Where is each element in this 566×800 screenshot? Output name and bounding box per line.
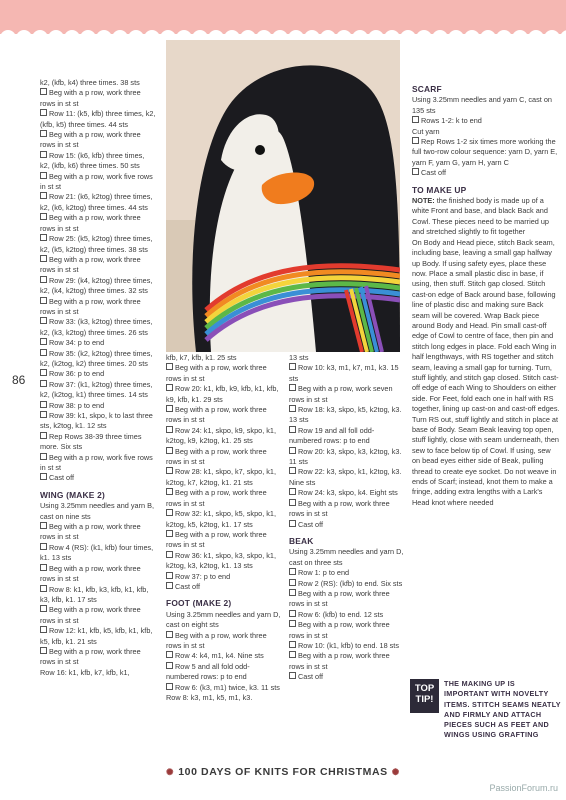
pattern-text: Beg with a p row, work three rows in st st (289, 498, 390, 519)
checkbox-icon (289, 405, 296, 412)
top-tip-text: THE MAKING UP IS IMPORTANT WITH NOVELTY ITEMS. STITCH SEAMS NEATLY AND FIRMLY AND ATTACH PIECES SUCH AS FEET AND WINGS USING GRAFTING (444, 679, 561, 740)
section-heading (412, 185, 560, 195)
pattern-text: Beg with a p row, work three rows in st st (40, 254, 141, 275)
checkbox-icon (40, 349, 47, 356)
pattern-text: SCARF (412, 84, 442, 94)
pattern-text: Beg with a p row, work three rows in st st (40, 522, 141, 542)
pattern-line (40, 130, 156, 151)
pattern-text: Row 36: p to end (49, 369, 105, 379)
pattern-line (166, 662, 282, 683)
footer-title: 100 DAYS OF KNITS FOR CHRISTMAS (178, 766, 388, 778)
pattern-text: Row 11: (k5, kfb) three times, k2, (kfb, k5) three times. 44 sts (40, 109, 156, 129)
pattern-line (289, 579, 405, 589)
pattern-line (289, 610, 405, 620)
pattern-text: Cast off (298, 672, 324, 682)
checkbox-icon (166, 405, 173, 412)
pattern-line (289, 384, 405, 405)
checkbox-icon (40, 605, 47, 612)
pattern-text: Cast off (175, 581, 201, 591)
pattern-line (40, 78, 156, 88)
pattern-line (166, 530, 282, 551)
checkbox-icon (166, 426, 173, 433)
pattern-text: Beg with a p row, work three rows in st st (40, 646, 141, 667)
checkbox-icon (289, 363, 296, 370)
checkbox-icon (40, 401, 47, 408)
checkbox-icon (289, 520, 296, 527)
pattern-text: Row 29: (k4, k2tog) three times, k2, (k4, k2tog) three times. 32 sts (40, 275, 153, 296)
checkbox-icon (40, 380, 47, 387)
pattern-text: Beg with a p row, work three rows in st st (166, 405, 267, 425)
checkbox-icon (40, 317, 47, 324)
page-number: 86 (12, 373, 26, 387)
pattern-column-3 (289, 353, 405, 683)
checkbox-icon (40, 255, 47, 262)
pattern-text: FOOT (MAKE 2) (166, 598, 232, 609)
pattern-line (166, 582, 282, 592)
pattern-text: Row 20: k3, skpo, k3, k2tog, k3. 11 sts (289, 446, 402, 467)
checkbox-icon (166, 662, 173, 669)
section-heading (166, 598, 282, 608)
pattern-line (166, 572, 282, 582)
checkbox-icon (166, 447, 173, 454)
pattern-line (40, 109, 156, 130)
pattern-text: Rep Rows 38-39 three times more. Six sts (40, 431, 142, 452)
checkbox-icon (412, 168, 419, 175)
watermark: PassionForum.ru (489, 783, 558, 793)
checkbox-icon (289, 384, 296, 391)
pattern-line (412, 238, 560, 509)
pattern-line (40, 605, 156, 626)
checkbox-icon (40, 234, 47, 241)
checkbox-icon (40, 297, 47, 304)
pattern-text: Row 15: (k6, kfb) three times, k2, (kfb, k6) three times. 50 sts (40, 150, 145, 171)
checkbox-icon (289, 447, 296, 454)
checkbox-icon (40, 522, 47, 529)
pattern-line (166, 405, 282, 426)
pattern-line (40, 192, 156, 213)
checkbox-icon (289, 467, 296, 474)
pattern-text: Beg with a p row, work three rows in st st (166, 446, 267, 467)
pattern-line (40, 317, 156, 338)
pattern-text: Beg with a p row, work three rows in st st (40, 563, 141, 584)
pattern-line (40, 585, 156, 606)
pattern-text: k2, (kfb, k4) three times. 38 sts (40, 78, 140, 87)
checkbox-icon (40, 453, 47, 460)
pattern-line (412, 168, 560, 178)
pattern-text: Beg with a p row, work five rows in st st (40, 452, 153, 473)
pattern-line (412, 196, 560, 238)
pattern-text: BEAK (289, 535, 314, 546)
checkbox-icon (289, 610, 296, 617)
pattern-text: Rep Rows 1-2 six times more working the full two-row colour sequence: yarn D, yarn E, yarn F, yarn G, yarn H, yarn C (412, 137, 558, 167)
pattern-line (289, 426, 405, 447)
pattern-line (40, 473, 156, 483)
checkbox-icon (166, 582, 173, 589)
checkbox-icon (289, 641, 296, 648)
pattern-text: Row 8: k3, m1, k5, m1, k3. (166, 693, 253, 702)
pattern-text: Row 20: k1, kfb, k9, kfb, k1, kfb, k9, kfb, k1. 29 sts (166, 384, 279, 404)
pattern-line (412, 137, 560, 168)
footer (0, 766, 566, 778)
pattern-line (40, 297, 156, 318)
pattern-line (166, 509, 282, 530)
pattern-line (289, 467, 405, 488)
section-heading (412, 84, 560, 94)
checkbox-icon (40, 369, 47, 376)
pattern-line (40, 543, 156, 564)
pattern-text: Row 4 (RS): (k1, kfb) four times, k1. 13 sts (40, 542, 154, 563)
checkbox-icon (40, 432, 47, 439)
pattern-line (40, 522, 156, 543)
pattern-text: Rows 1-2: k to end (421, 116, 482, 126)
pattern-text: On Body and Head piece, stitch Back seam, including base, leaving a small gap halfway up Body. If using safety eyes, place these now. Place a small plastic disc in base, if using, then stuff. Stitch gap closed. Stitch cast-on edge of Back around base, following line of plastic disc and making sure Back seam will be covered. Wrap Back piece around Body and Head. Pin small cast-off edge of Cowl to centre of face, then pin and stitch long edges in place. Fold each Wing in half lengthways, with RS together and stitch seam, leaving a small gap for turning. Turn, stuff lightly, and stitch gap closed. Stitch cast-off edge of each Wing to Shoulders on either side. For Feet, fold each one in half with RS together, lining up cast-on and cast-off edges. Turn RS out, stuff lightly and stitch in place at base of Body. Seam Beak leaving top open, stuff lightly, close with seam underneath, then sew to face below tip of Cowl. If using, sew on bead eyes either side of Beak, pulling thread to create eye socket. Do not weave in ends of Scarf; instead, knot them to make a fringe, adding extra lengths with a Lark's Head knot where needed (412, 237, 560, 507)
pattern-text: Using 3.25mm needles and yarn D, cast on eight sts (166, 609, 281, 630)
checkbox-icon (40, 88, 47, 95)
checkbox-icon (289, 488, 296, 495)
pattern-line (166, 384, 282, 405)
pattern-text: NOTE: the finished body is made up of a white Front and base, and black Back and Cowl. These pieces need to be married up and stretched slightly to fit together (412, 196, 549, 237)
checkbox-icon (289, 579, 296, 586)
tip-badge-line2: TIP! (415, 694, 434, 705)
pattern-text: Beg with a p row, work three rows in st st (40, 88, 141, 108)
pattern-line (289, 499, 405, 520)
checkbox-icon (166, 384, 173, 391)
checkbox-icon (289, 620, 296, 627)
section-heading (289, 536, 405, 546)
snowflake-icon: ✺ (391, 767, 400, 777)
checkbox-icon (289, 499, 296, 506)
pattern-line (289, 547, 405, 568)
pattern-line (40, 172, 156, 193)
pattern-text: Row 32: k1, skpo, k5, skpo, k1, k2tog, k5, k2tog, k1. 17 sts (166, 509, 276, 529)
checkbox-icon (166, 467, 173, 474)
checkbox-icon (40, 585, 47, 592)
pattern-line (166, 488, 282, 509)
pattern-text: Row 25: (k5, k2tog) three times, k2, (k5, k2tog) three times. 38 sts (40, 234, 153, 254)
pattern-text: Row 16: k1, kfb, k7, kfb, k1, (40, 667, 130, 677)
pattern-line (289, 672, 405, 682)
checkbox-icon (40, 543, 47, 550)
pattern-text: Using 3.25mm needles and yarn D, cast on three sts (289, 547, 404, 567)
pattern-text: Using 3.25mm needles and yarn B, cast on nine sts (40, 501, 154, 521)
pattern-text: WING (MAKE 2) (40, 489, 105, 500)
pattern-text: Row 34: p to end (49, 338, 105, 348)
pattern-text: Row 6: (k3, m1) twice, k3. 11 sts (175, 682, 280, 692)
checkbox-icon (166, 509, 173, 516)
pattern-text: Beg with a p row, work three rows in st st (166, 363, 267, 383)
checkbox-icon (40, 276, 47, 283)
checkbox-icon (166, 551, 173, 558)
checkbox-icon (289, 651, 296, 658)
pattern-text: Beg with a p row, work three rows in st st (40, 296, 141, 316)
pattern-line (40, 411, 156, 432)
pattern-line (289, 363, 405, 384)
penguin-photo (166, 40, 400, 352)
checkbox-icon (166, 683, 173, 690)
checkbox-icon (40, 411, 47, 418)
checkbox-icon (289, 672, 296, 679)
checkbox-icon (166, 651, 173, 658)
checkbox-icon (40, 192, 47, 199)
checkbox-icon (166, 572, 173, 579)
pattern-text: kfb, k7, kfb, k1. 25 sts (166, 353, 237, 362)
pattern-line (412, 116, 560, 126)
pattern-line (289, 447, 405, 468)
pattern-text: Beg with a p row, work three rows in st st (40, 605, 141, 625)
checkbox-icon (40, 213, 47, 220)
pattern-text: Beg with a p row, work three rows in st st (166, 488, 267, 508)
checkbox-icon (40, 647, 47, 654)
pattern-line (289, 568, 405, 578)
pattern-text: Beg with a p row, work three rows in st st (289, 620, 390, 640)
note-label: NOTE: (412, 196, 435, 206)
pattern-line (40, 369, 156, 379)
pattern-line (40, 338, 156, 348)
checkbox-icon (40, 473, 47, 480)
pattern-line (166, 353, 282, 363)
pattern-text: Row 5 and all fold odd-numbered rows: p to end (166, 661, 250, 682)
pattern-text: Row 38: p to end (49, 400, 105, 410)
checkbox-icon (40, 338, 47, 345)
pattern-line (40, 380, 156, 401)
pattern-line (289, 589, 405, 610)
pattern-line (412, 127, 560, 137)
top-tip-badge (410, 679, 439, 713)
pattern-text: Row 18: k3, skpo, k5, k2tog, k3. 13 sts (289, 405, 402, 425)
pattern-text: Row 12: k1, kfb, k5, kfb, k1, kfb, k5, kfb, k1. 21 sts (40, 626, 153, 646)
pattern-text: Beg with a p row, work three rows in st st (166, 529, 267, 550)
pattern-text: Beg with a p row, work three rows in st st (166, 630, 267, 650)
pattern-line (289, 641, 405, 651)
checkbox-icon (289, 568, 296, 575)
pattern-line (166, 551, 282, 572)
checkbox-icon (412, 137, 419, 144)
pattern-line (40, 647, 156, 668)
pattern-text: Row 24: k1, skpo, k9, skpo, k1, k2tog, k9, k2tog, k1. 25 sts (166, 425, 276, 446)
pattern-text: Row 37: (k1, k2tog) three times, k2, (k2tog, k1) three times. 14 sts (40, 379, 153, 400)
tip-badge-line1: TOP (414, 683, 435, 694)
pattern-text: Row 37: p to end (175, 571, 231, 581)
pattern-line (166, 651, 282, 661)
pattern-text: Beg with a p row, work three rows in st st (289, 651, 390, 671)
pattern-text: Row 1: p to end (298, 568, 350, 578)
pattern-text: Cut yarn (412, 126, 440, 136)
pattern-line (40, 501, 156, 522)
pattern-text: Beg with a p row, work three rows in st st (289, 588, 390, 609)
pattern-text: TO MAKE UP (412, 184, 467, 195)
pattern-line (40, 255, 156, 276)
pattern-text: Beg with a p row, work three rows in st st (40, 213, 141, 233)
pattern-line (166, 683, 282, 693)
checkbox-icon (166, 530, 173, 537)
pattern-line (40, 432, 156, 453)
checkbox-icon (40, 564, 47, 571)
pattern-line (40, 626, 156, 647)
pattern-text: Row 6: (kfb) to end. 12 sts (298, 609, 384, 619)
pattern-line (166, 426, 282, 447)
checkbox-icon (412, 116, 419, 123)
pattern-line (412, 95, 560, 116)
pattern-line (289, 488, 405, 498)
pattern-text: Row 8: k1, kfb, k3, kfb, k1, kfb, k3, kfb, k1. 17 sts (40, 584, 149, 604)
checkbox-icon (166, 363, 173, 370)
pattern-line (166, 610, 282, 631)
checkbox-icon (40, 151, 47, 158)
pattern-text: Cast off (298, 519, 324, 529)
checkbox-icon (166, 488, 173, 495)
pattern-text: Row 2 (RS): (kfb) to end. Six sts (298, 578, 403, 588)
pattern-column-4 (412, 78, 560, 508)
pattern-line (40, 349, 156, 370)
pattern-text: Row 21: (k6, k2tog) three times, k2, (k6, k2tog) three times. 44 sts (40, 192, 153, 212)
pattern-line (166, 363, 282, 384)
pattern-line (40, 276, 156, 297)
pattern-line (166, 631, 282, 652)
pattern-line (166, 467, 282, 488)
pattern-column-2 (166, 353, 282, 703)
pattern-line (289, 353, 405, 363)
checkbox-icon (40, 172, 47, 179)
pattern-line (40, 88, 156, 109)
pattern-line (166, 447, 282, 468)
pattern-text: Row 19 and all foll odd-numbered rows: p to end (289, 425, 375, 446)
scalloped-header-border (0, 0, 566, 40)
pattern-text: Row 10: k3, m1, k7, m1, k3. 15 sts (289, 363, 399, 383)
pattern-text: Beg with a p row, work three rows in st st (40, 130, 141, 150)
pattern-text: Row 22: k3, skpo, k1, k2tog, k3. Nine sts (289, 467, 402, 487)
pattern-text: Row 39: k1, skpo, k to last three sts, k2tog, k1. 12 sts (40, 411, 153, 431)
pattern-line (289, 520, 405, 530)
pattern-text: Row 24: k3, skpo, k4. Eight sts (298, 488, 398, 498)
snowflake-icon: ✺ (166, 767, 175, 777)
checkbox-icon (40, 130, 47, 137)
checkbox-icon (40, 626, 47, 633)
checkbox-icon (40, 109, 47, 116)
pattern-line (40, 401, 156, 411)
pattern-text: Row 28: k1, skpo, k7, skpo, k1, k2tog, k7, k2tog, k1. 21 sts (166, 467, 276, 487)
pattern-text: Beg with a p row, work seven rows in st st (289, 384, 393, 404)
pattern-line (40, 234, 156, 255)
pattern-column-1 (40, 78, 156, 678)
pattern-text: Row 35: (k2, k2tog) three times, k2, (k2tog, k2) three times. 20 sts (40, 348, 153, 368)
pattern-text: Row 36: k1, skpo, k3, skpo, k1, k2tog, k3, k2tog, k1. 13 sts (166, 550, 276, 571)
checkbox-icon (289, 426, 296, 433)
pattern-text: 13 sts (289, 353, 309, 362)
pattern-line (40, 453, 156, 474)
pattern-text: Row 33: (k3, k2tog) three times, k2, (k3, k2tog) three times. 26 sts (40, 317, 153, 337)
pattern-line (289, 651, 405, 672)
pattern-text: Beg with a p row, work five rows in st st (40, 171, 153, 192)
pattern-line (40, 668, 156, 678)
pattern-line (40, 151, 156, 172)
pattern-text: Cast off (421, 168, 447, 178)
pattern-text: Cast off (49, 473, 75, 483)
checkbox-icon (289, 589, 296, 596)
pattern-text: Using 3.25mm needles and yarn C, cast on 135 sts (412, 95, 552, 115)
pattern-line (289, 620, 405, 641)
pattern-line (40, 564, 156, 585)
checkbox-icon (166, 631, 173, 638)
pattern-text: Row 4: k4, m1, k4. Nine sts (175, 651, 264, 661)
pattern-line (166, 693, 282, 703)
pattern-line (40, 213, 156, 234)
pattern-line (289, 405, 405, 426)
pattern-text: Row 10: (k1, kfb) to end. 18 sts (298, 640, 399, 650)
section-heading (40, 490, 156, 500)
